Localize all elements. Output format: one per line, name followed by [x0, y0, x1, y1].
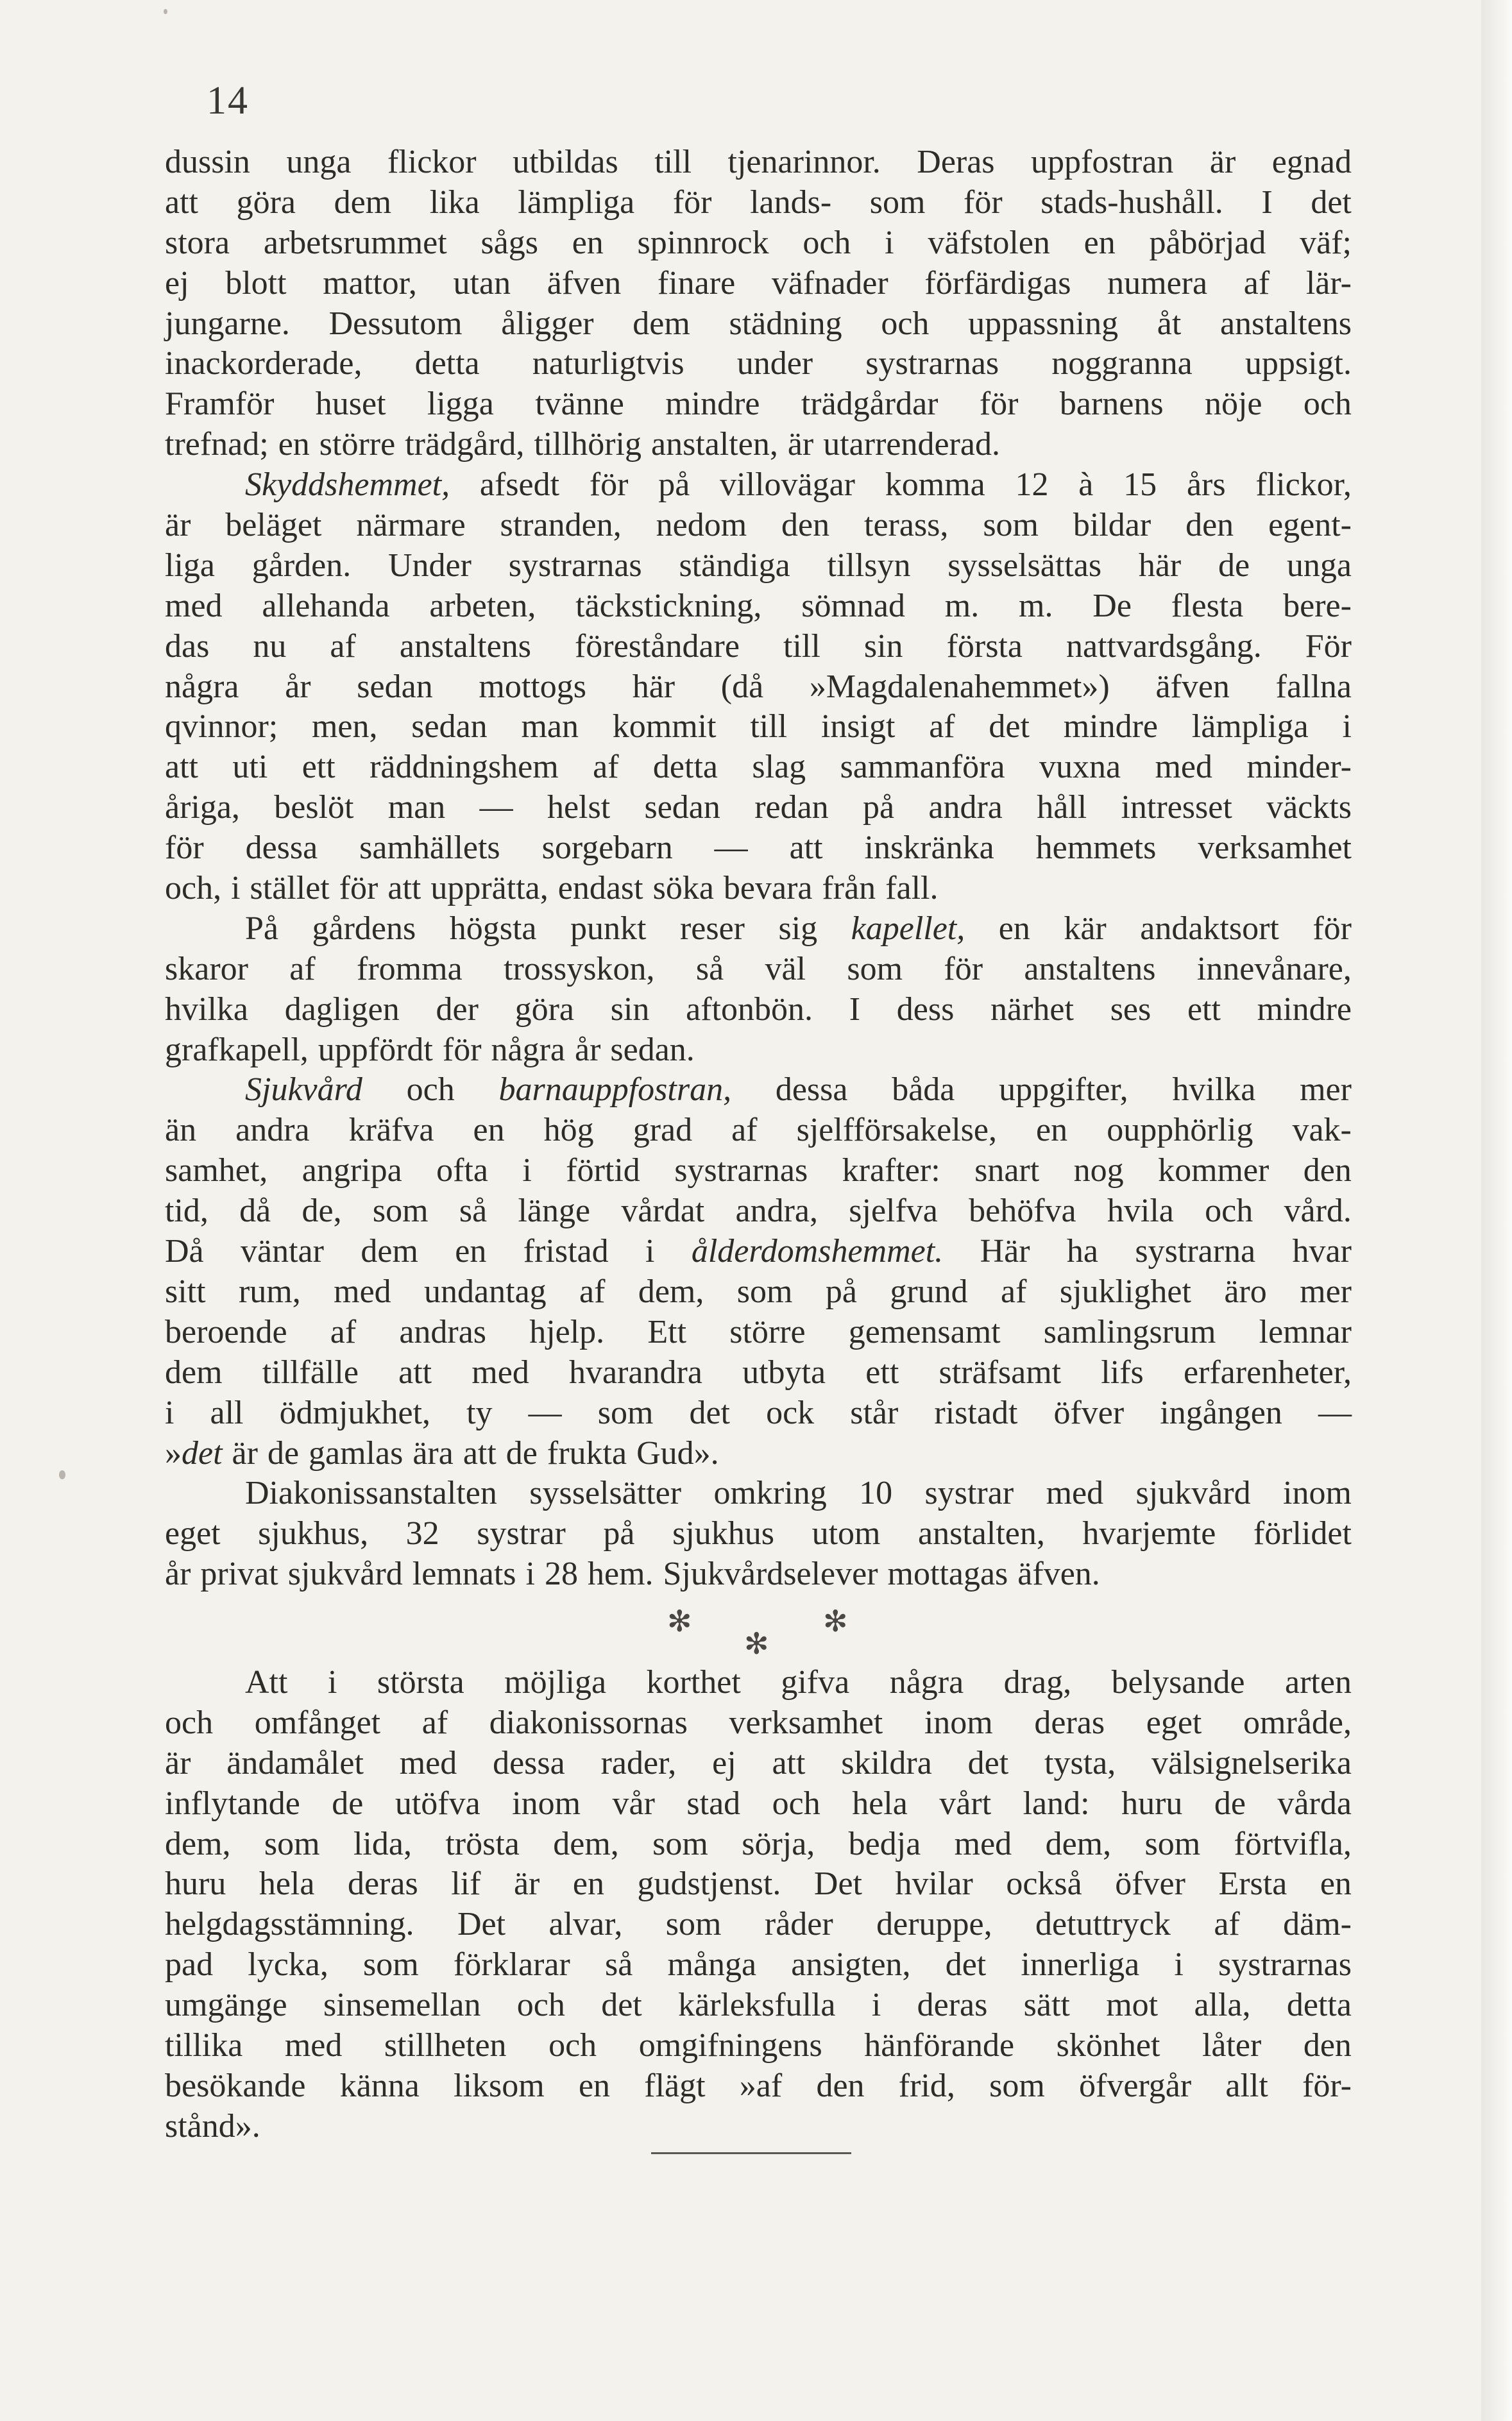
text-line: Skyddshemmet, afsedt för på villovägar komma 12 à 15 års flickor, — [245, 466, 1352, 504]
text-line: i all ödmjukhet, ty — som det ock står ristadt öfver ingången — — [165, 1394, 1352, 1431]
text-line: dem, som lida, trösta dem, som sörja, bedja med dem, som förtvifla, — [165, 1825, 1352, 1862]
text-line: trefnad; en större trädgård, tillhörig anstalten, är utarrenderad. — [165, 426, 1000, 463]
text-line: stånd». — [165, 2107, 260, 2145]
text-line: dussin unga flickor utbildas till tjenarinnor. Deras uppfostran är egnad — [165, 144, 1352, 180]
text-line: för dessa samhällets sorgebarn — att inskränka hemmets verksamhet — [165, 829, 1352, 867]
ornament-star: ✻ — [667, 1605, 692, 1638]
text-line: pad lycka, som förklarar så många ansigten, det innerliga i systrarnas — [165, 1946, 1352, 1984]
text-line: och, i stället för att upprätta, endast söka bevara från fall. — [165, 870, 939, 907]
text-section-closing — [165, 1663, 1352, 2147]
text-line: med allehanda arbeten, täckstickning, sömnad m. m. De flesta bere- — [165, 587, 1352, 624]
text-line: qvinnor; men, sedan man kommit till insigt af det mindre lämpliga i — [165, 708, 1352, 745]
text-line: stora arbetsrummet sågs en spinnrock och i väfstolen en påbörjad väf; — [165, 224, 1352, 261]
text-line: och omfånget af diakonissornas verksamhet inom deras eget område, — [165, 1704, 1352, 1741]
text-line: samhet, angripa ofta i förtid systrarnas krafter: snart nog kommer den — [165, 1152, 1352, 1189]
ornament-star: ✻ — [744, 1627, 769, 1660]
text-line: Sjukvård och barnauppfostran, dessa båda uppgifter, hvilka mer — [245, 1071, 1352, 1109]
text-line: helgdagsstämning. Det alvar, som råder deruppe, detuttryck af däm- — [165, 1906, 1352, 1943]
text-line: besökande känna liksom en flägt »af den frid, som öfvergår allt för- — [165, 2067, 1352, 2104]
text-line: ej blott mattor, utan äfven finare väfnader förfärdigas numera af lär- — [165, 264, 1352, 302]
text-line: liga gården. Under systrarnas ständiga tillsyn sysselsättas här de unga — [165, 547, 1352, 584]
text-line: åriga, beslöt man — helst sedan redan på andra håll intresset väckts — [165, 789, 1352, 826]
text-line: skaror af fromma trossyskon, så väl som för anstaltens innevånare, — [165, 950, 1352, 987]
text-line: Att i största möjliga korthet gifva några drag, belysande arten — [245, 1664, 1352, 1701]
text-line: Då väntar dem en fristad i ålderdomshemmet. Här ha systrarna hvar — [165, 1233, 1352, 1270]
text-line: att göra dem lika lämpliga för lands- som för stads-hushåll. I det — [165, 183, 1352, 221]
text-section-main — [165, 142, 1352, 1595]
text-line: huru hela deras lif är en gudstjenst. Det hvilar också öfver Ersta en — [165, 1865, 1352, 1903]
text-line: tid, då de, som så länge vårdat andra, sjelfva behöfva hvila och vård. — [165, 1193, 1352, 1230]
text-line: inflytande de utöfva inom vår stad och hela vårt land: huru de vårda — [165, 1785, 1352, 1822]
paper-speck — [59, 1470, 65, 1479]
text-line: das nu af anstaltens föreståndare till sin första nattvardsgång. För — [165, 627, 1352, 665]
text-line: jungarne. Dessutom åligger dem städning och uppassning åt anstaltens — [165, 305, 1352, 342]
text-line: att uti ett räddningshem af detta slag sammanföra vuxna med minder- — [165, 749, 1352, 786]
text-line: Diakonissanstalten sysselsätter omkring 10 systrar med sjukvård inom — [245, 1475, 1352, 1512]
text-line: grafkapell, uppfördt för några år sedan. — [165, 1031, 695, 1068]
text-line: hvilka dagligen der göra sin aftonbön. I dess närhet ses ett mindre — [165, 990, 1352, 1028]
body-text-closing — [165, 1663, 1352, 2147]
page-edge-shadow — [1481, 0, 1512, 2421]
body-text — [165, 142, 1352, 1595]
end-rule — [651, 2152, 851, 2154]
text-line: beroende af andras hjelp. Ett större gemensamt samlingsrum lemnar — [165, 1313, 1352, 1350]
page-number: 14 — [207, 79, 249, 123]
text-line: än andra kräfva en hög grad af sjelfförsakelse, en oupphörlig vak- — [165, 1112, 1352, 1149]
text-line: år privat sjukvård lemnats i 28 hem. Sjukvårdselever mottagas äfven. — [165, 1556, 1100, 1593]
text-line: tillika med stillheten och omgifningens hänförande skönhet låter den — [165, 2027, 1352, 2064]
paper-speck — [164, 9, 167, 14]
text-line: Framför huset ligga tvänne mindre trädgårdar för barnens nöje och — [165, 386, 1352, 423]
text-line: sitt rum, med undantag af dem, som på grund af sjuklighet äro mer — [165, 1273, 1352, 1310]
text-line: umgänge sinsemellan och det kärleksfulla i deras sätt mot alla, detta — [165, 1987, 1352, 2024]
text-line: är ändamålet med dessa rader, ej att skildra det tysta, välsignelserika — [165, 1744, 1352, 1781]
text-line: dem tillfälle att med hvarandra utbyta ett sträfsamt lifs erfarenheter, — [165, 1354, 1352, 1391]
text-line: eget sjukhus, 32 systrar på sjukhus utom anstalten, hvarjemte förlidet — [165, 1515, 1352, 1552]
text-line: är beläget närmare stranden, nedom den terass, som bildar den egent- — [165, 507, 1352, 544]
text-line: inackorderade, detta naturligtvis under systrarnas noggranna uppsigt. — [165, 345, 1352, 382]
text-line: På gårdens högsta punkt reser sig kapellet, en kär andaktsort för — [245, 910, 1352, 947]
text-line: »det är de gamlas ära att de frukta Gud». — [165, 1434, 719, 1472]
ornament-star: ✻ — [823, 1605, 848, 1638]
text-line: några år sedan mottogs här (då »Magdalenahemmet») äfven fallna — [165, 668, 1352, 705]
